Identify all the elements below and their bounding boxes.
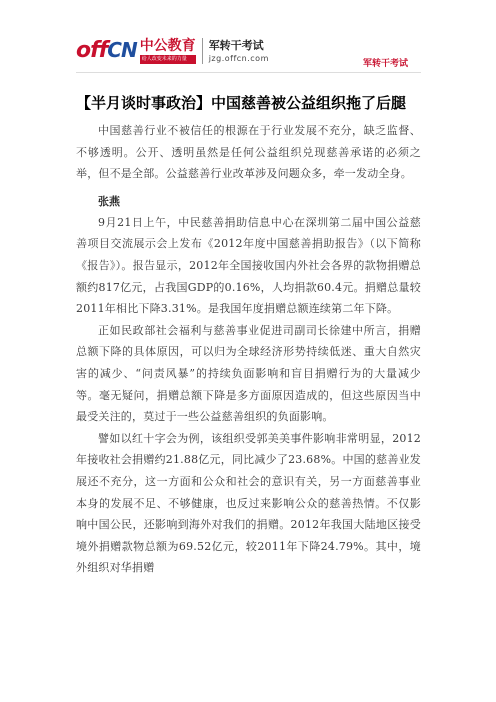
brand-name: 中公教育 xyxy=(139,38,196,54)
page-header xyxy=(0,0,496,80)
article-paragraph: 正如民政部社会福利与慈善事业促进司副司长徐建中所言，捐赠总额下降的具体原因，可以归为全球经济形势持续低迷、重大自然灾害的减少、“问责风暴”的持续负面影响和盲目捐赠行为的大量减少等。毫无疑问，捐赠总额下降是多方面原因造成的，但这些原因当中最受关注的，莫过于一些公益慈善组织的负面影响。 xyxy=(76,323,421,424)
brand-block xyxy=(140,38,196,64)
article-title: 【半月谈时事政治】中国慈善被公益组织拖了后腿 xyxy=(76,94,407,112)
offcn-logo-mark: offCN xyxy=(76,38,137,63)
article-author: 张燕 xyxy=(98,194,120,208)
site-category: 军转干考试 xyxy=(208,38,264,52)
header-divider xyxy=(76,72,421,73)
logo-divider xyxy=(202,38,203,64)
article-paragraph: 譬如以红十字会为例，该组织受郭美美事件影响非常明显，2012年接收社会捐赠约21.88亿元，同比减少了23.68%。中国的慈善业发展还不充分，这一方面和公众和社会的意识有关，另一方面慈善事业本身的发展不足、不够健康，也反过来影响公众的慈善热情。不仅影响中国公民，还影响到海外对我们的捐赠。2012年我国大陆地区接受境外捐赠款物总额为69.52亿元，较2011年下降24.79%。其中，境外组织对华捐赠 xyxy=(76,431,421,575)
article xyxy=(76,80,421,579)
article-summary: 中国慈善行业不被信任的根源在于行业发展不充分，缺乏监督、不够透明。公开、透明虽然是任何公益组织兑现慈善承诺的必须之举，但不是全部。公益慈善行业改革涉及问题众多，牵一发动全身。 xyxy=(76,124,421,181)
site-url[interactable]: jzg.offcn.com xyxy=(208,53,269,63)
brand-slogan: 给人改变未来的力量 xyxy=(140,55,196,64)
header-category-tag: 军转干考试 xyxy=(363,59,409,69)
article-paragraph: 9月21日上午，中民慈善捐助信息中心在深圳第二届中国公益慈善项目交流展示会上发布《2012年度中国慈善捐助报告》（以下简称《报告》）。报告显示，2012年全国接收国内外社会各界的款物捐赠总额约817亿元，占我国GDP的0.16%，人均捐款60.4元。捐赠总量较2011年相比下降3.31%。是我国年度捐赠总额连续第二年下降。 xyxy=(76,215,421,316)
site-info xyxy=(209,38,269,65)
offcn-logo[interactable] xyxy=(76,36,269,66)
